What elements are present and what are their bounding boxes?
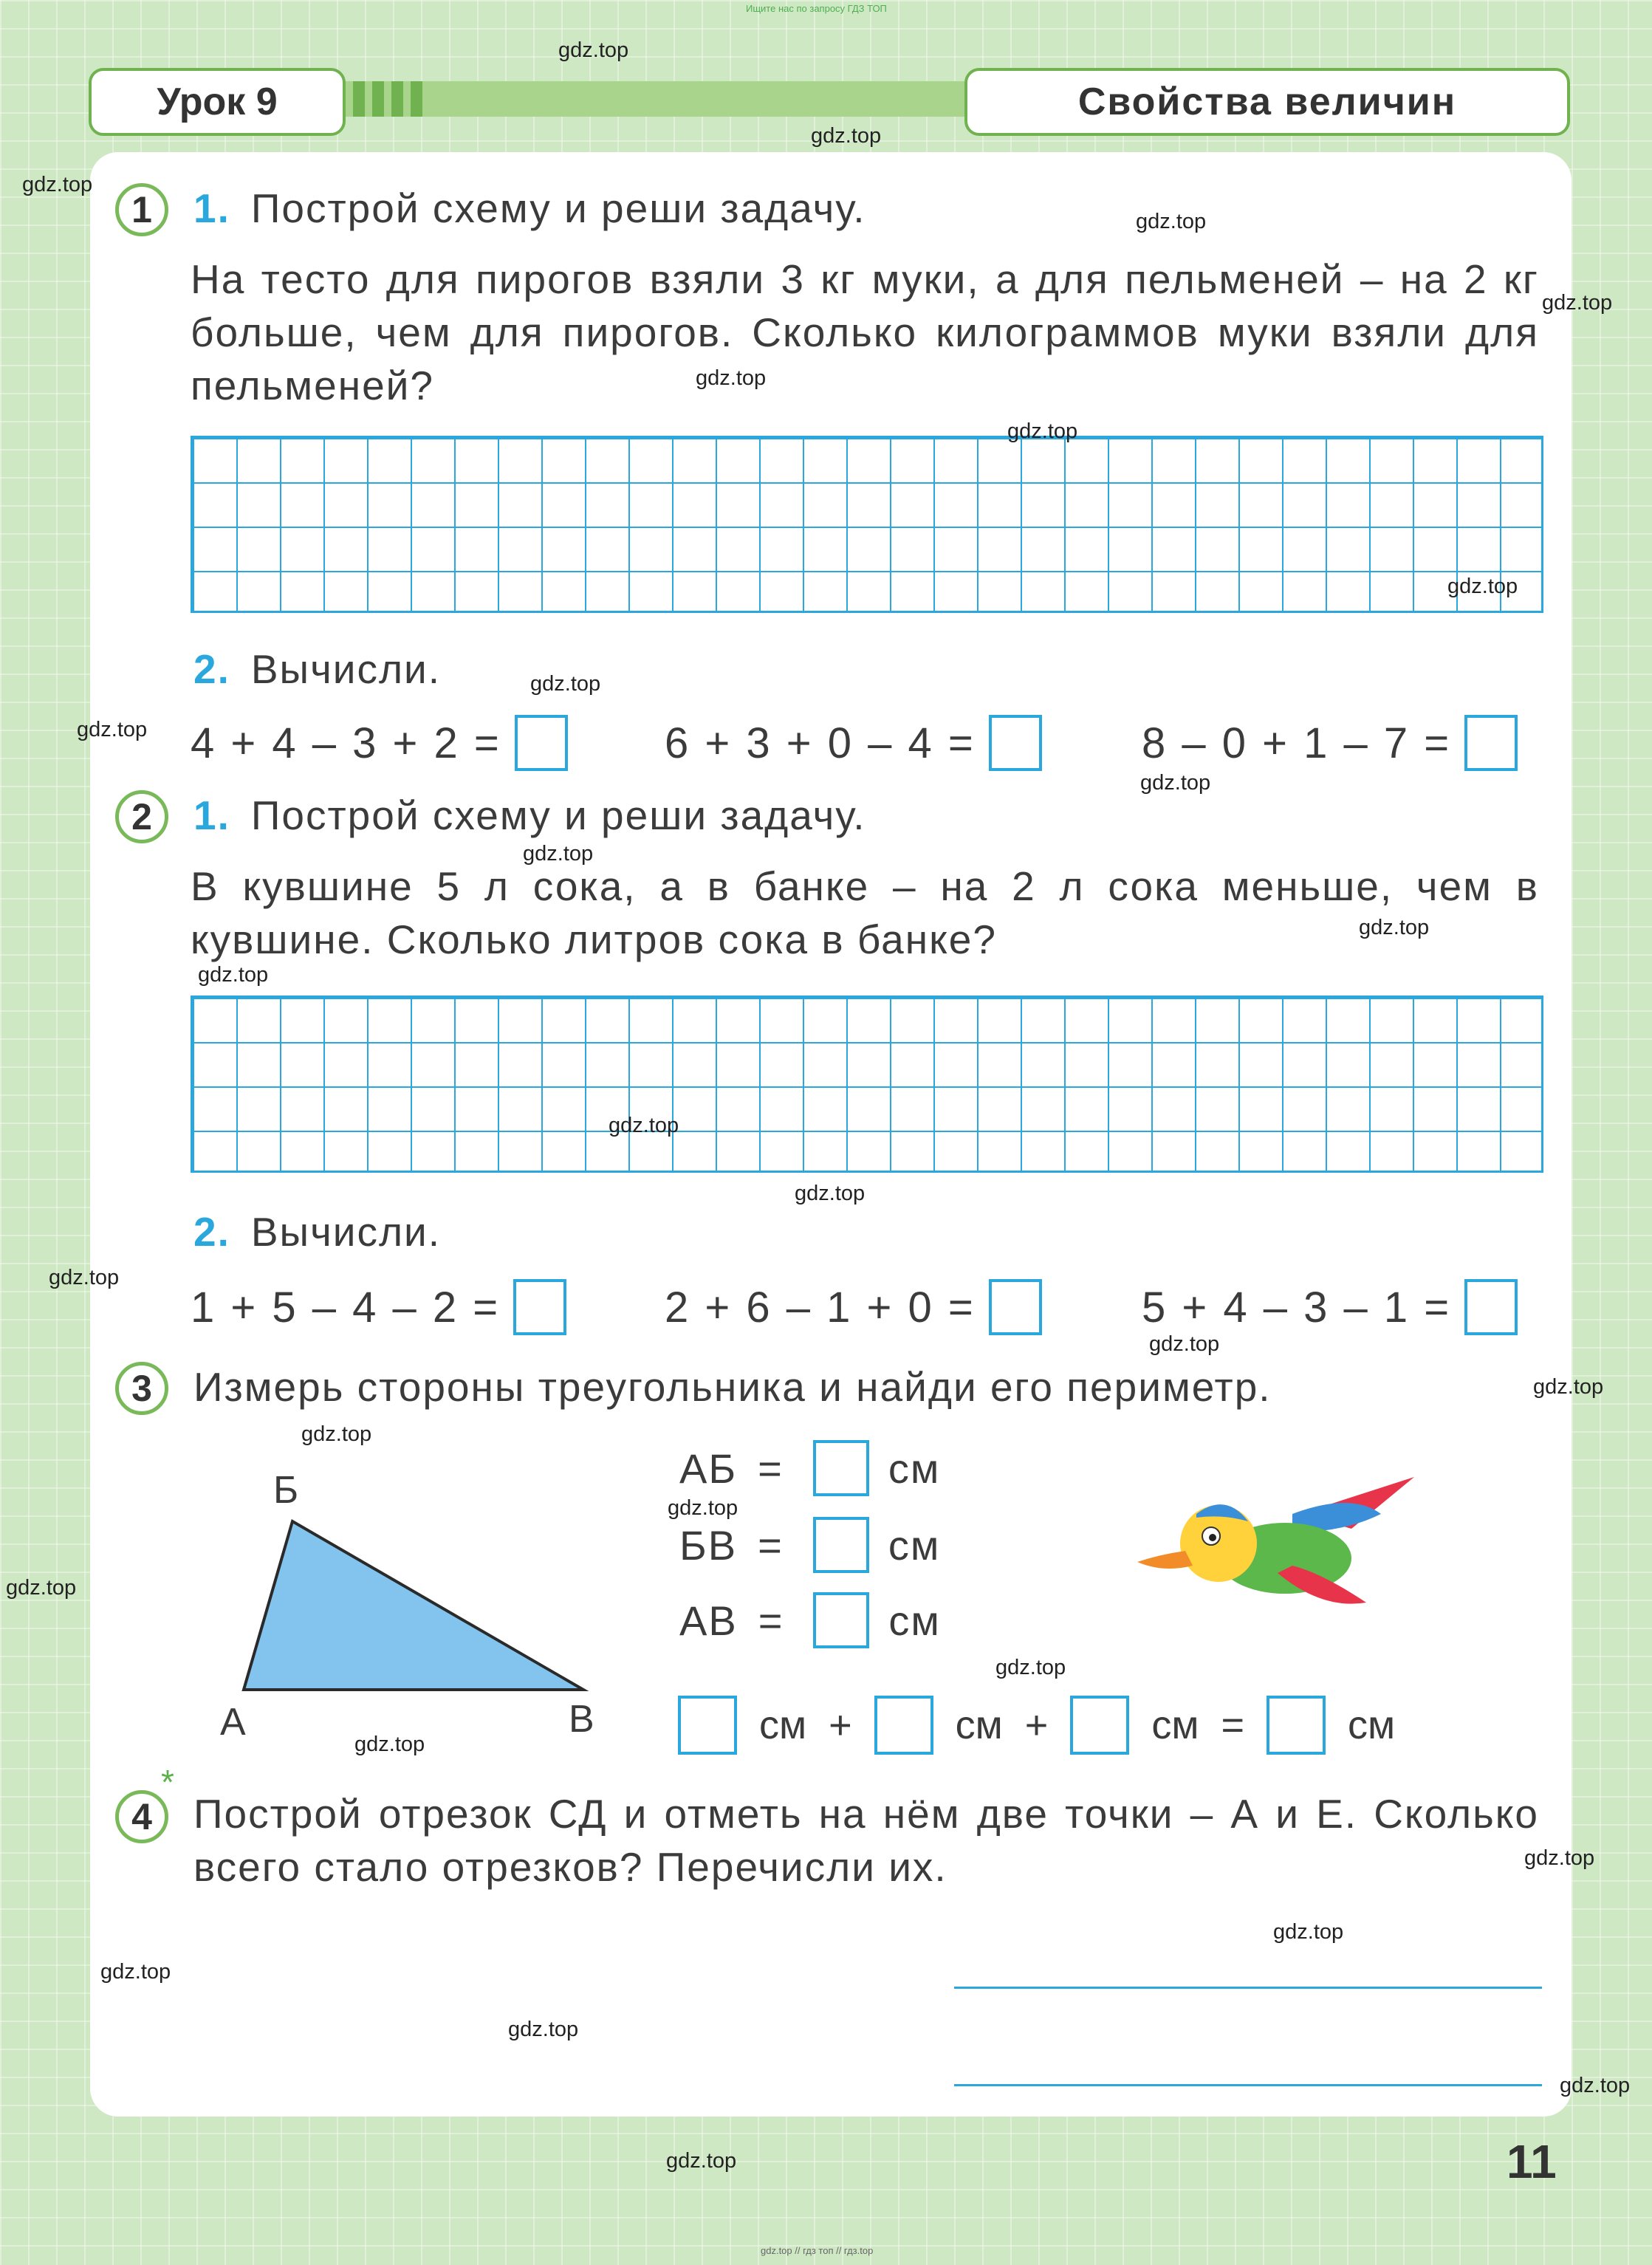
equals-sign: = xyxy=(758,1597,784,1644)
watermark: gdz.top xyxy=(795,1182,866,1205)
expression-text: 1 + 5 – 4 – 2 = xyxy=(191,1283,501,1332)
answer-line-1[interactable] xyxy=(954,1987,1542,1989)
difficulty-star-icon: * xyxy=(161,1763,174,1801)
watermark: gdz.top xyxy=(696,366,767,390)
vertex-v-label: В xyxy=(569,1698,594,1741)
task1-part1-heading xyxy=(193,185,866,232)
answer-box[interactable] xyxy=(989,1279,1042,1335)
plus-sign: + xyxy=(829,1703,852,1747)
watermark: gdz.top xyxy=(1359,916,1430,939)
triangle-figure xyxy=(222,1499,606,1713)
watermark: gdz.top xyxy=(666,2149,737,2173)
watermark: gdz.top xyxy=(508,2018,579,2041)
triangle-shape xyxy=(244,1521,583,1690)
task1-part1-instruction: Построй схему и реши задачу. xyxy=(250,185,866,231)
plus-sign: + xyxy=(1024,1703,1049,1747)
task-number-1: 1 xyxy=(115,183,168,236)
task4-text: Построй отрезок СД и отметь на нём две точки – А и Е. Сколько всего стало отрезков? Перечисли их. xyxy=(193,1791,1539,1890)
task2-answer-grid[interactable] xyxy=(191,996,1543,1173)
answer-box[interactable] xyxy=(515,715,568,771)
watermark: gdz.top xyxy=(668,1496,738,1520)
watermark: gdz.top xyxy=(49,1266,120,1289)
expression-text: 5 + 4 – 3 – 1 = xyxy=(1142,1283,1452,1332)
watermark: gdz.top xyxy=(1007,419,1078,443)
watermark: gdz.top xyxy=(22,173,93,196)
watermark: gdz.top xyxy=(198,963,269,987)
answer-box[interactable] xyxy=(513,1279,566,1335)
watermark: gdz.top xyxy=(354,1733,425,1756)
task2-part1-instruction: Построй схему и реши задачу. xyxy=(250,792,866,838)
watermark: gdz.top xyxy=(1533,1375,1604,1399)
unit-label: см xyxy=(888,1597,941,1644)
unit-label: см xyxy=(1151,1703,1199,1747)
answer-box[interactable] xyxy=(1267,1696,1326,1755)
task2-part2-heading xyxy=(193,1208,441,1255)
task-number-3: 3 xyxy=(115,1362,168,1415)
task-number-2: 2 xyxy=(115,790,168,843)
watermark: gdz.top xyxy=(1140,771,1211,795)
top-note: Ищите нас по запросу ГДЗ ТОП xyxy=(746,3,887,14)
unit-label: см xyxy=(888,1521,941,1569)
expression-text: 6 + 3 + 0 – 4 = xyxy=(665,719,976,767)
parrot-beak xyxy=(1137,1551,1193,1569)
watermark: gdz.top xyxy=(100,1960,171,1984)
side-label: БВ xyxy=(679,1521,738,1569)
header-stripes xyxy=(353,81,430,117)
answer-box[interactable] xyxy=(813,1592,869,1648)
watermark: gdz.top xyxy=(1149,1332,1220,1356)
side-label: АБ xyxy=(679,1445,738,1492)
task1-problem-text: На тесто для пирогов взяли 3 кг муки, а для пельменей – на 2 кг больше, чем для пирогов. Сколько килограммов муки взяли для пельменей? xyxy=(191,256,1539,408)
watermark: gdz.top xyxy=(609,1114,679,1137)
unit-label: см xyxy=(1348,1703,1396,1747)
watermark: gdz.top xyxy=(301,1422,372,1446)
task1-part2-num: 2. xyxy=(193,646,230,692)
task1-part1-num: 1. xyxy=(193,185,230,231)
bottom-note: gdz.top // гдз топ // гдз.top xyxy=(761,2245,874,2256)
perimeter-row xyxy=(678,1696,1395,1755)
answer-box[interactable] xyxy=(1070,1696,1129,1755)
side-av-row xyxy=(679,1592,941,1648)
lesson-title: Урок 9 xyxy=(89,68,346,136)
task3-instruction: Измерь стороны треугольника и найди его периметр. xyxy=(193,1364,1272,1410)
expression-text: 4 + 4 – 3 + 2 = xyxy=(191,719,501,767)
watermark: gdz.top xyxy=(1447,575,1518,598)
answer-box[interactable] xyxy=(989,715,1042,771)
task1-part2-instruction: Вычисли. xyxy=(250,646,442,692)
task2-expression-3 xyxy=(1142,1279,1518,1335)
vertex-a-label: А xyxy=(220,1701,246,1744)
side-ab-row xyxy=(679,1440,940,1496)
watermark: gdz.top xyxy=(1136,210,1207,233)
watermark: gdz.top xyxy=(1560,2074,1631,2097)
task2-problem-text: В кувшине 5 л сока, а в банке – на 2 л сока меньше, чем в кувшине. Сколько литров сока в банке? xyxy=(191,863,1539,962)
task2-part1-num: 1. xyxy=(193,792,230,838)
answer-box[interactable] xyxy=(813,1440,869,1496)
task1-part2-heading xyxy=(193,645,441,693)
task2-part1-heading xyxy=(193,792,866,839)
task2-part2-instruction: Вычисли. xyxy=(250,1209,442,1255)
answer-box[interactable] xyxy=(813,1517,869,1573)
task-number-4: 4 xyxy=(115,1790,168,1843)
equals-sign: = xyxy=(758,1521,784,1569)
page-number: 11 xyxy=(1507,2135,1557,2188)
answer-box[interactable] xyxy=(1464,715,1518,771)
unit-label: см xyxy=(759,1703,807,1747)
side-bv-row xyxy=(679,1517,940,1573)
watermark: gdz.top xyxy=(558,38,629,62)
expression-text: 2 + 6 – 1 + 0 = xyxy=(665,1283,976,1332)
watermark: gdz.top xyxy=(1542,291,1613,315)
answer-box[interactable] xyxy=(1464,1279,1518,1335)
task1-expression-1 xyxy=(191,715,568,771)
watermark: gdz.top xyxy=(1273,1920,1344,1944)
watermark: gdz.top xyxy=(523,842,594,866)
task2-part2-num: 2. xyxy=(193,1209,230,1255)
watermark: gdz.top xyxy=(811,124,882,148)
equals-sign: = xyxy=(758,1445,784,1492)
task1-expression-2 xyxy=(665,715,1042,771)
task2-expression-2 xyxy=(665,1279,1042,1335)
parrot-illustration xyxy=(1130,1462,1418,1632)
unit-label: см xyxy=(888,1445,941,1492)
side-label: АВ xyxy=(679,1597,738,1644)
parrot-head xyxy=(1180,1505,1257,1582)
vertex-b-label: Б xyxy=(273,1469,299,1512)
watermark: gdz.top xyxy=(77,718,148,741)
watermark: gdz.top xyxy=(530,672,601,696)
answer-box[interactable] xyxy=(678,1696,737,1755)
task2-expression-1 xyxy=(191,1279,566,1335)
watermark: gdz.top xyxy=(6,1576,77,1600)
unit-label: см xyxy=(955,1703,1003,1747)
watermark: gdz.top xyxy=(1524,1846,1595,1870)
task1-expression-3 xyxy=(1142,715,1518,771)
equals-sign: = xyxy=(1221,1703,1245,1747)
parrot-pupil xyxy=(1209,1534,1216,1541)
answer-line-2[interactable] xyxy=(954,2084,1542,2086)
task1-answer-grid[interactable] xyxy=(191,436,1543,613)
topic-title: Свойства величин xyxy=(964,68,1570,136)
expression-text: 8 – 0 + 1 – 7 = xyxy=(1142,719,1452,767)
answer-box[interactable] xyxy=(874,1696,933,1755)
watermark: gdz.top xyxy=(995,1656,1066,1679)
